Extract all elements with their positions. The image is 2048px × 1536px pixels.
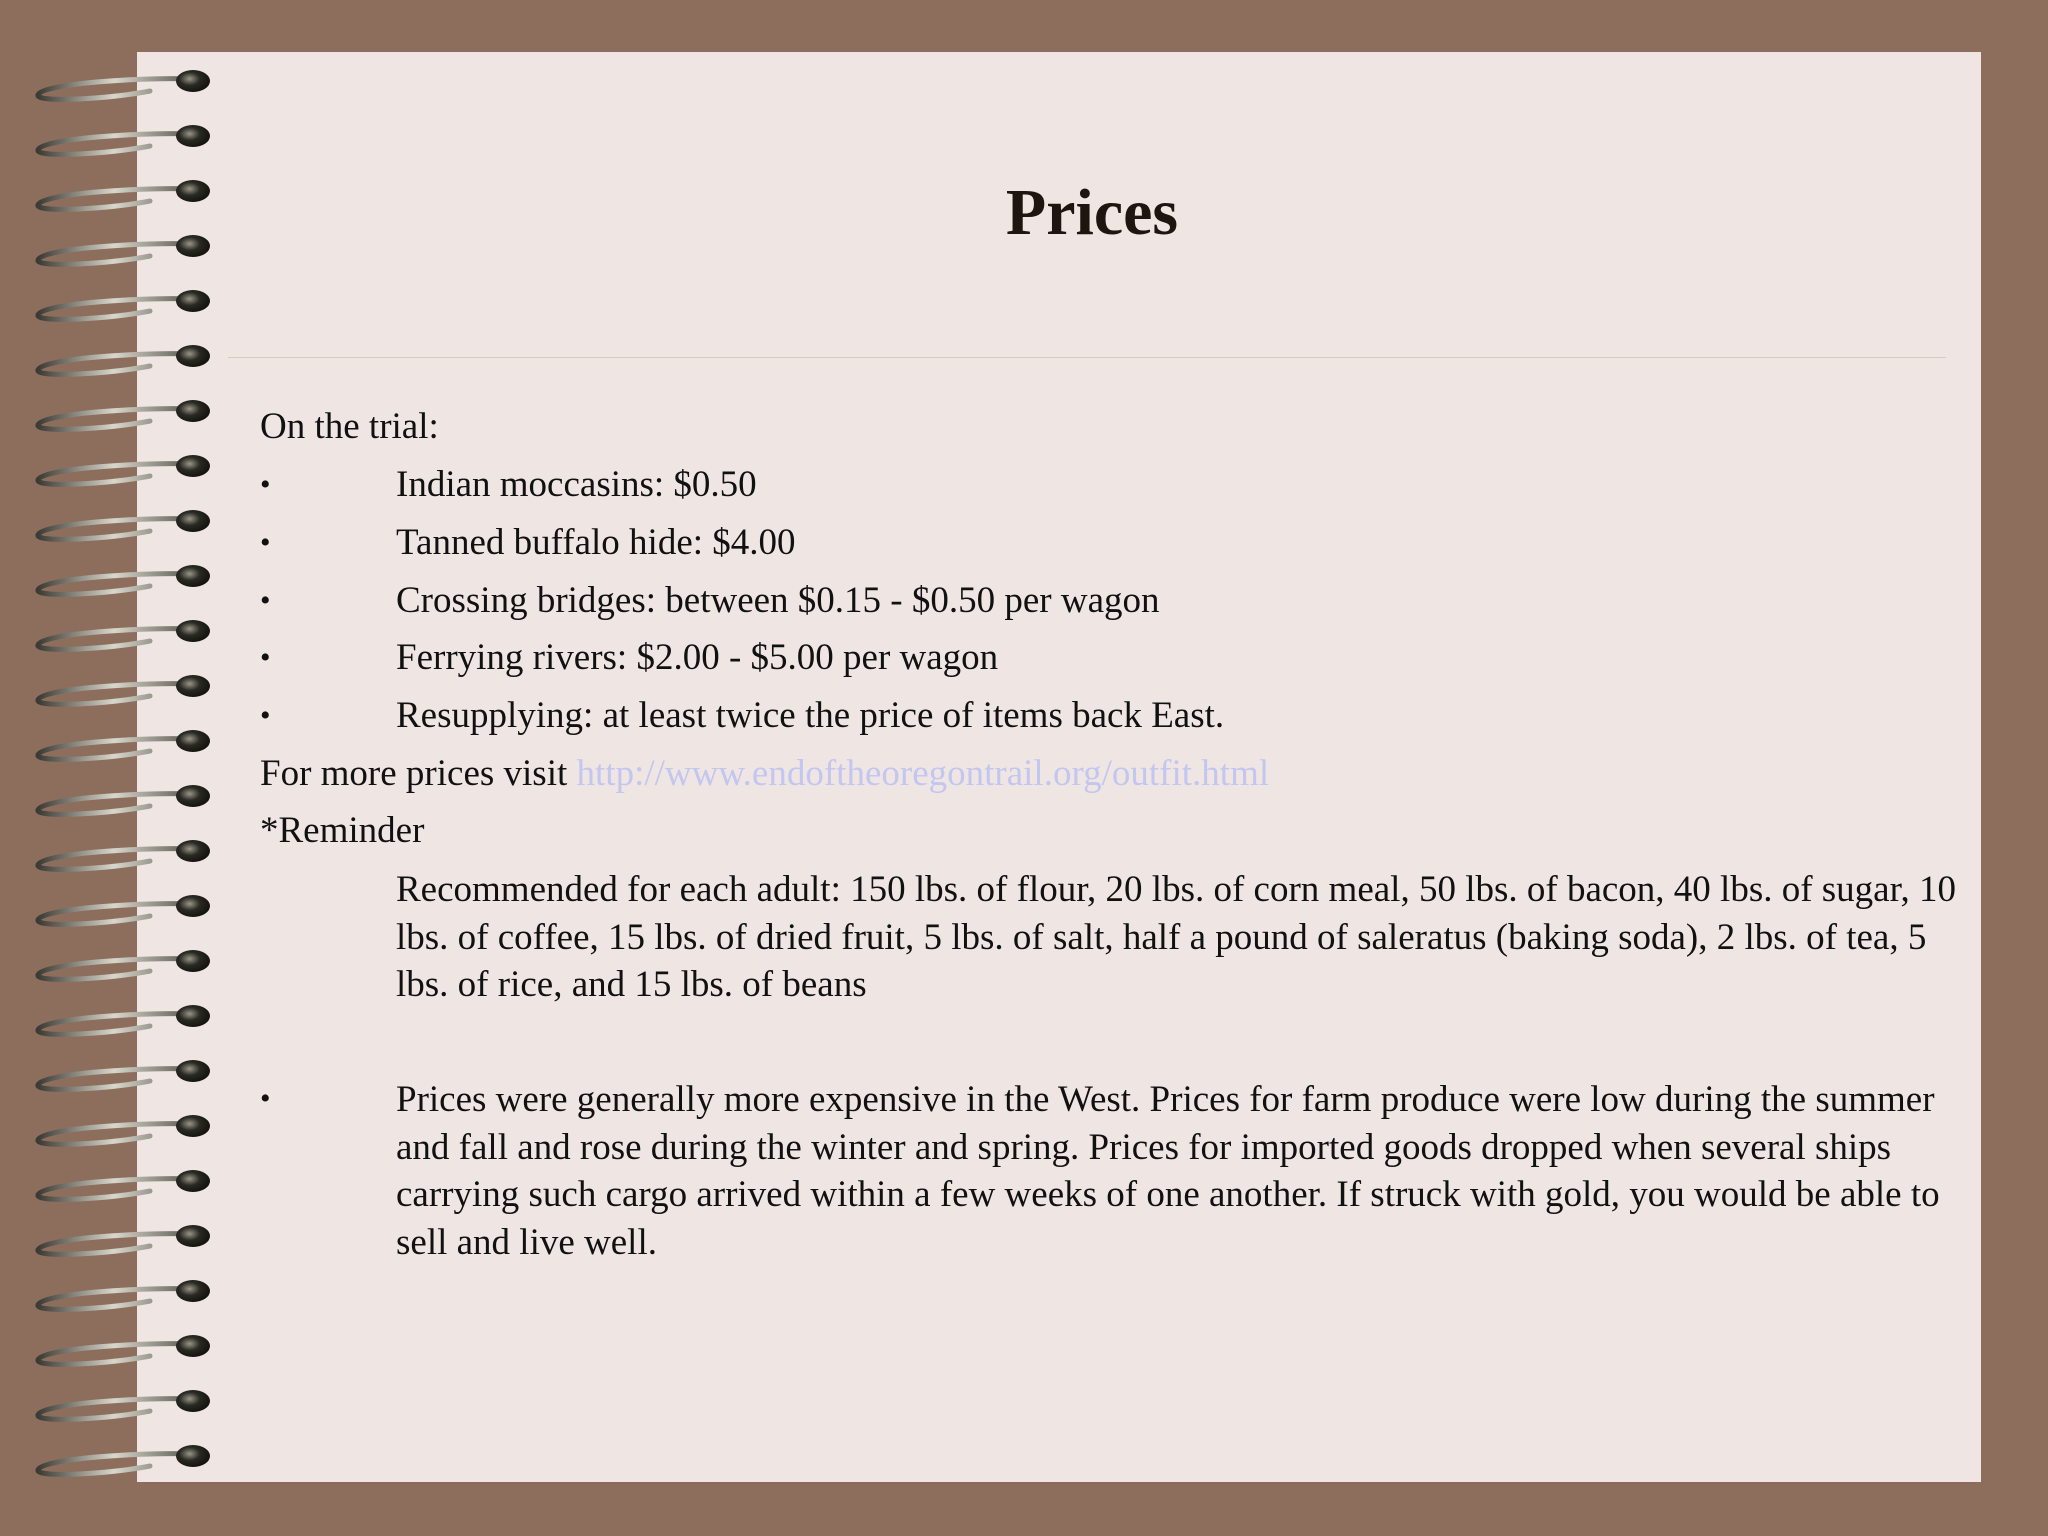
outfit-prices-link[interactable]: http://www.endoftheoregontrail.org/outfit.html <box>576 753 1270 794</box>
bullet-marker: • <box>260 468 271 501</box>
spiral-coil-hole <box>176 1445 210 1467</box>
spiral-coil-wire <box>38 1289 190 1310</box>
spiral-coil-hole <box>176 290 210 312</box>
spiral-coil-hole <box>176 620 210 642</box>
spiral-coil-hole <box>176 125 210 147</box>
spiral-coil-wire <box>38 574 190 595</box>
bullet-marker: • <box>260 526 271 559</box>
spiral-coil-wire <box>38 409 190 430</box>
reminder-label: *Reminder <box>260 810 425 851</box>
spiral-coil-hole <box>176 70 210 92</box>
spiral-coil-hole <box>176 950 210 972</box>
spiral-coil-hole <box>176 565 210 587</box>
spiral-coil-hole <box>176 1060 210 1082</box>
intro-text: On the trial: <box>260 406 439 447</box>
spiral-coil-wire <box>38 1344 190 1365</box>
bullet-marker: • <box>260 699 271 732</box>
more-prices-text: For more prices visit <box>260 753 577 794</box>
list-item-text: Tanned buffalo hide: $4.00 <box>396 522 796 563</box>
spiral-coil-wire <box>38 1179 190 1200</box>
spiral-coil-wire <box>38 1124 190 1145</box>
spiral-coil-wire <box>38 1399 190 1420</box>
spiral-coil-hole <box>176 840 210 862</box>
spiral-coil-hole <box>176 400 210 422</box>
spiral-coil-wire <box>38 299 190 320</box>
spiral-coil-hole <box>176 345 210 367</box>
spiral-coil-wire <box>38 1454 190 1475</box>
spiral-coil-hole <box>176 730 210 752</box>
spiral-coil-wire <box>38 79 190 100</box>
spiral-coil-hole <box>176 1225 210 1247</box>
spiral-coil-hole <box>176 455 210 477</box>
spiral-coil-wire <box>38 959 190 980</box>
bullet-marker: • <box>260 641 271 674</box>
spiral-coil-wire <box>38 849 190 870</box>
list-item-text: Ferrying rivers: $2.00 - $5.00 per wagon <box>396 637 999 678</box>
spiral-coil-wire <box>38 684 190 705</box>
spiral-coil-wire <box>38 1234 190 1255</box>
title-divider <box>228 357 1946 358</box>
spiral-coil-wire <box>38 464 190 485</box>
west-prices-text: Prices were generally more expensive in the West. Prices for farm produce were low during the summer and fall and rose during the winter and spring. Prices for imported goods dropped when several ships carrying such cargo arrived within a few weeks of one another. If struck with gold, you would be able to sell and live well. <box>396 1079 1940 1263</box>
list-item-text: Crossing bridges: between $0.15 - $0.50 per wagon <box>396 580 1160 621</box>
spiral-coil-wire <box>38 629 190 650</box>
spiral-coil-wire <box>38 739 190 760</box>
list-item-text: Resupplying: at least twice the price of items back East. <box>396 695 1225 736</box>
spiral-coil-hole <box>176 1390 210 1412</box>
spiral-coil-hole <box>176 785 210 807</box>
spiral-coil-wire <box>38 794 190 815</box>
spiral-coil-hole <box>176 1115 210 1137</box>
page-title: Prices <box>1005 176 1179 249</box>
spiral-coil-wire <box>38 519 190 540</box>
spiral-coil-wire <box>38 134 190 155</box>
spiral-binding-icon <box>0 55 235 1495</box>
spiral-coil-wire <box>38 354 190 375</box>
list-item-text: Indian moccasins: $0.50 <box>396 464 757 505</box>
spiral-coil-hole <box>176 895 210 917</box>
spiral-coil-hole <box>176 675 210 697</box>
bullet-marker: • <box>260 1082 271 1115</box>
more-prices-line <box>260 751 1269 797</box>
bullet-marker: • <box>260 584 271 617</box>
spiral-coil-wire <box>38 1069 190 1090</box>
spiral-coil-wire <box>38 904 190 925</box>
spiral-coil-hole <box>176 510 210 532</box>
reminder-text: Recommended for each adult: 150 lbs. of flour, 20 lbs. of corn meal, 50 lbs. of bacon, 40 lbs. of sugar, 10 lbs. of coffee, 15 lbs. of dried fruit, 5 lbs. of salt, half a pound of saleratus (baking soda), 2 lbs. of tea, 5 lbs. of rice, and 15 lbs. of beans <box>396 869 1956 1005</box>
spiral-coil-hole <box>176 1335 210 1357</box>
spiral-coil-wire <box>38 1014 190 1035</box>
spiral-coil-hole <box>176 1280 210 1302</box>
spiral-coil-hole <box>176 1005 210 1027</box>
spiral-coil-hole <box>176 1170 210 1192</box>
